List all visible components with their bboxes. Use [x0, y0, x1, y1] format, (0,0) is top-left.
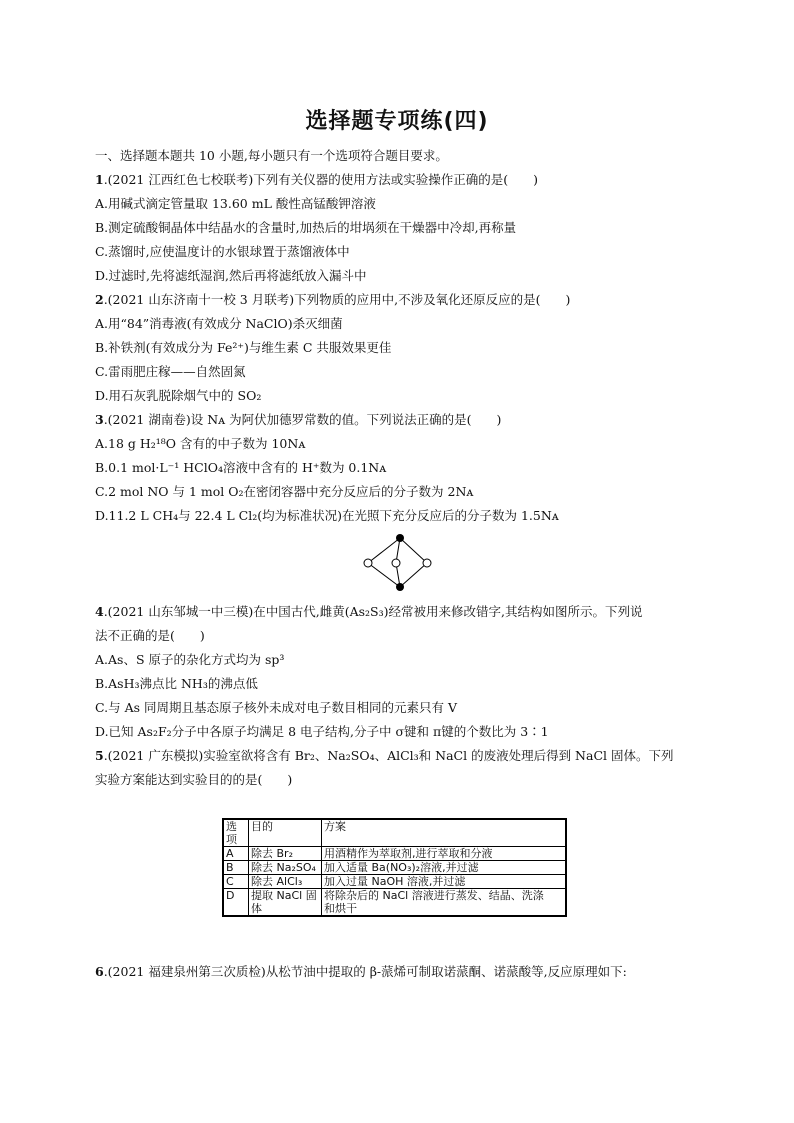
page-title: 选择题专项练(四)	[305, 109, 489, 134]
question-4-option-c: C.与 As 同周期且基态原子核外未成对电子数目相同的元素只有 V	[95, 700, 457, 715]
question-4-option-d: D.已知 As₂F₂分子中各原子均满足 8 电子结构,分子中 σ键和 π键的个数比为 3∶1	[95, 724, 549, 739]
as2s3-structure-figure	[360, 532, 444, 592]
question-4-stem-continued: 法不正确的是( )	[95, 628, 205, 643]
question-1-stem	[95, 172, 538, 188]
question-3-option-a: A.18 g H₂¹⁸O 含有的中子数为 10Nᴀ	[95, 436, 306, 451]
table-cell: 除去 Br₂	[249, 847, 322, 861]
table-cell: 提取 NaCl 固 体	[249, 889, 322, 917]
question-5-stem	[95, 748, 673, 764]
table-header-cell: 方案	[322, 819, 567, 847]
table-cell: D	[223, 889, 249, 917]
table-header-cell: 选 项	[223, 819, 249, 847]
table-cell: 用酒精作为萃取剂,进行萃取和分液	[322, 847, 567, 861]
question-number: 3	[95, 412, 104, 427]
question-4-stem	[95, 604, 642, 620]
table-cell: 加入过量 NaOH 溶液,并过滤	[322, 875, 567, 889]
s-atom	[364, 559, 372, 567]
table-cell: A	[223, 847, 249, 861]
question-2-stem	[95, 292, 570, 308]
table-row	[223, 861, 566, 875]
s-atom	[392, 559, 400, 567]
table-row	[223, 875, 566, 889]
question-3-stem	[95, 412, 501, 428]
question-4-option-b: B.AsH₃沸点比 NH₃的沸点低	[95, 676, 258, 691]
question-text: .(2021 湖南卷)设 Nᴀ 为阿伏加德罗常数的值。下列说法正确的是( )	[103, 412, 502, 427]
question-1-option-b: B.测定硫酸铜晶体中结晶水的含量时,加热后的坩埚须在干燥器中冷却,再称量	[95, 220, 517, 235]
table-cell: 加入适量 Ba(NO₃)₂溶液,并过滤	[322, 861, 567, 875]
as-atom	[396, 583, 404, 591]
question-3-option-b: B.0.1 mol·L⁻¹ HClO₄溶液中含有的 H⁺数为 0.1Nᴀ	[95, 460, 387, 475]
question-3-option-c: C.2 mol NO 与 1 mol O₂在密闭容器中充分反应后的分子数为 2Nᴀ	[95, 484, 474, 499]
question-text: .(2021 福建泉州第三次质检)从松节油中提取的 β-蒎烯可制取诺蒎酮、诺蒎酸等,反应原理如下:	[103, 964, 627, 979]
as-atom	[396, 534, 404, 542]
table-cell: C	[223, 875, 249, 889]
question-text: .(2021 广东模拟)实验室欲将含有 Br₂、Na₂SO₄、AlCl₃和 NaCl 的废液处理后得到 NaCl 固体。下列	[103, 748, 674, 763]
question-2-option-d: D.用石灰乳脱除烟气中的 SO₂	[95, 388, 262, 403]
table-row	[223, 847, 566, 861]
question-2-option-c: C.雷雨肥庄稼——自然固氮	[95, 364, 246, 379]
question-1-option-c: C.蒸馏时,应使温度计的水银球置于蒸馏液体中	[95, 244, 350, 259]
question-text: .(2021 江西红色七校联考)下列有关仪器的使用方法或实验操作正确的是( )	[103, 172, 538, 187]
question-1-option-d: D.过滤时,先将滤纸湿润,然后再将滤纸放入漏斗中	[95, 268, 367, 283]
question-number: 1	[95, 172, 104, 187]
table-cell: 将除杂后的 NaCl 溶液进行蒸发、结晶、洗涤 和烘干	[322, 889, 567, 917]
question-3-option-d: D.11.2 L CH₄与 22.4 L Cl₂(均为标准状况)在光照下充分反应后的分子数为 1.5Nᴀ	[95, 508, 559, 523]
section-intro: 一、选择题本题共 10 小题,每小题只有一个选项符合题目要求。	[95, 148, 448, 163]
table-cell: B	[223, 861, 249, 875]
table-header-cell: 目的	[249, 819, 322, 847]
question-5-stem-continued: 实验方案能达到实验目的的是( )	[95, 772, 293, 787]
table-cell: 除去 AlCl₃	[249, 875, 322, 889]
table-row	[223, 889, 566, 917]
question-number: 2	[95, 292, 104, 307]
question-text: .(2021 山东济南十一校 3 月联考)下列物质的应用中,不涉及氧化还原反应的是( )	[103, 292, 571, 307]
question-5-options-table	[222, 818, 567, 917]
table-cell: 除去 Na₂SO₄	[249, 861, 322, 875]
question-4-option-a: A.As、S 原子的杂化方式均为 sp³	[95, 652, 285, 667]
question-2-option-a: A.用“84”消毒液(有效成分 NaClO)杀灭细菌	[95, 316, 343, 331]
question-number: 6	[95, 964, 104, 979]
question-1-option-a: A.用碱式滴定管量取 13.60 mL 酸性高锰酸钾溶液	[95, 196, 376, 211]
question-text: .(2021 山东邹城一中三模)在中国古代,雌黄(As₂S₃)经常被用来修改错字,其结构如图所示。下列说	[103, 604, 643, 619]
question-number: 4	[95, 604, 104, 619]
question-6-stem	[95, 964, 627, 980]
s-atom	[423, 559, 431, 567]
table-header-row	[223, 819, 566, 847]
question-2-option-b: B.补铁剂(有效成分为 Fe²⁺)与维生素 C 共服效果更佳	[95, 340, 392, 355]
question-number: 5	[95, 748, 104, 763]
